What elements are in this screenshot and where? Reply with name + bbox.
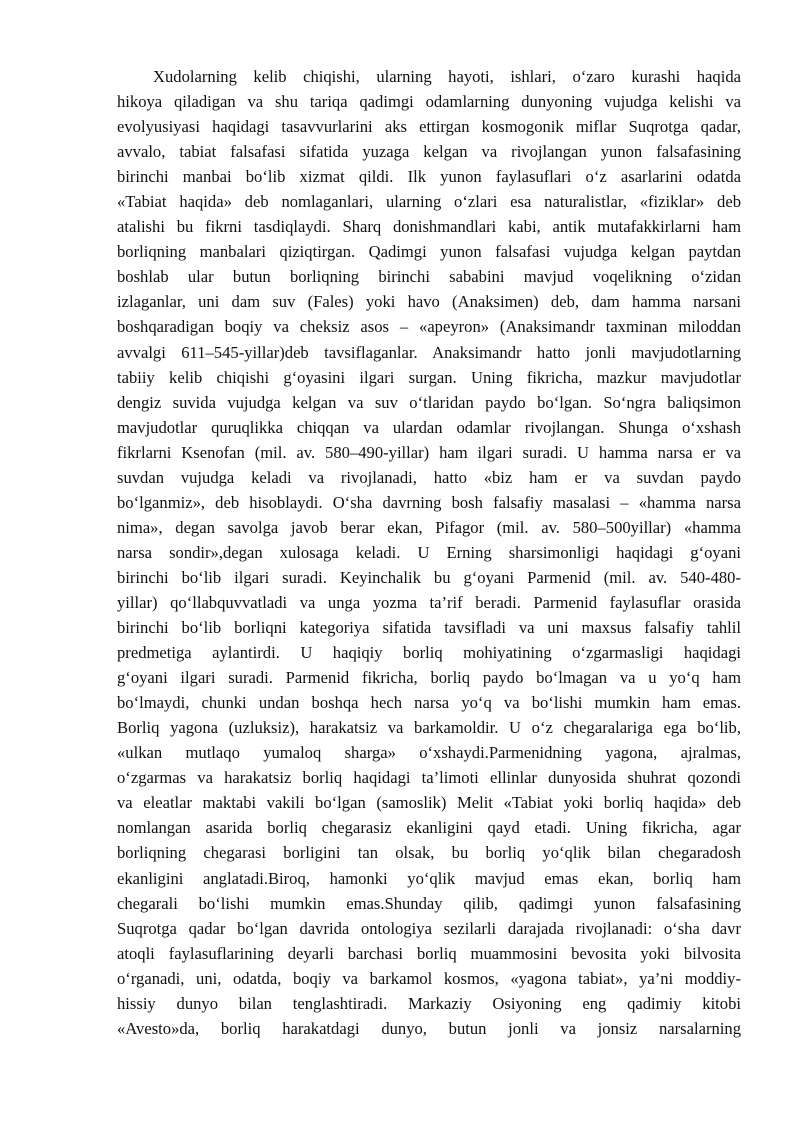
text-line: birinchi bo‘lib borliqni kategoriya sifatida tavsifladi va uni maxsus falsafiy tahlil: [117, 618, 741, 638]
text-line: mavjudotlar quruqlikka chiqqan va ulardan odamlar rivojlangan. Shunga o‘xshash: [117, 417, 741, 437]
text-line: «ulkan mutlaqo yumaloq sharga» o‘xshaydi.Parmenidning yagona, ajralmas,: [117, 743, 742, 763]
text-line: g‘oyani ilgari suradi. Parmenid fikricha, borliq paydo bo‘lmagan va u yo‘q ham: [117, 668, 741, 688]
text-line: chegarali bo‘lishi mumkin emas.Shunday qilib, qadimgi yunon falsafasining: [117, 893, 741, 913]
text-line: Xudolarning kelib chiqishi, ularning hayoti, ishlari, o‘zaro kurashi haqida: [153, 67, 741, 86]
text-line: borliqning manbalari qiziqtirgan. Qadimgi yunon falsafasi vujudga kelgan paytdan: [117, 242, 741, 262]
text-line: evolyusiyasi haqidagi tasavvurlarini aks ettirgan kosmogonik miflar Suqrotga qadar,: [117, 117, 741, 137]
text-line: suvdan vujudga keladi va rivojlanadi, hatto «biz ham er va suvdan paydo: [117, 467, 741, 487]
text-line: tabiiy kelib chiqishi g‘oyasini ilgari surgan. Uning fikricha, mazkur mavjudotlar: [117, 367, 741, 387]
text-line: boshqaradigan boqiy va cheksiz asos – «apeyron» (Anaksimandr taxminan miloddan: [117, 317, 741, 337]
text-line: «Tabiat haqida» deb nomlaganlari, ularning o‘zlari esa naturalistlar, «fiziklar» deb: [117, 192, 741, 212]
text-line: boshlab ular butun borliqning birinchi sababini mavjud voqelikning o‘zidan: [117, 267, 741, 287]
text-line: yillar) qo‘llabquvvatladi va unga yozma ta’rif beradi. Parmenid faylasuflar orasida: [117, 592, 741, 612]
text-line: birinchi bo‘lib ilgari suradi. Keyinchalik bu g‘oyani Parmenid (mil. av. 540-480-: [117, 567, 741, 587]
text-line: Suqrotga qadar bo‘lgan davrida ontologiya sezilarli darajada rivojlanadi: o‘sha davr: [117, 918, 741, 938]
text-line: va eleatlar maktabi vakili bo‘lgan (samoslik) Melit «Tabiat yoki borliq haqida» deb: [117, 793, 741, 813]
text-line: «Avesto»da, borliq harakatdagi dunyo, butun jonli va jonsiz narsalarning: [117, 1018, 741, 1038]
text-line: predmetiga aylantirdi. U haqiqiy borliq mohiyatining o‘zgarmasligi haqidagi: [117, 643, 741, 663]
text-line: atalishi bu fikrni tasdiqlaydi. Sharq donishmandlari kabi, antik mutafakkirlarni ham: [117, 217, 741, 237]
text-line: nima», degan savolga javob berar ekan, Pifagor (mil. av. 580–500yillar) «hamma: [117, 517, 742, 537]
text-line: fikrlarni Ksenofan (mil. av. 580–490-yillar) ham ilgari suradi. U hamma narsa er va: [117, 442, 741, 462]
text-line: dengiz suvida vujudga kelgan va suv o‘tlaridan paydo bo‘lgan. So‘ngra baliqsimon: [117, 392, 741, 412]
text-line: o‘zgarmas va harakatsiz borliq haqidagi ta’limoti ellinlar dunyosida shuhrat qozondi: [117, 768, 741, 788]
text-line: avvalo, tabiat falsafasi sifatida yuzaga kelgan va rivojlangan yunon falsafasining: [117, 142, 741, 162]
text-line: narsa sondir»,degan xulosaga keladi. U Erning sharsimonligi haqidagi g‘oyani: [117, 542, 741, 562]
text-line: avvalgi 611–545-yillar)deb tavsiflaganlar. Anaksimandr hatto jonli mavjudotlarning: [117, 342, 741, 362]
text-line: atoqli faylasuflarining deyarli barchasi borliq muammosini bevosita yoki bilvosita: [117, 943, 741, 963]
text-line: borliqning chegarasi borligini tan olsak, bu borliq yo‘qlik bilan chegaradosh: [117, 843, 741, 863]
text-line: hikoya qiladigan va shu tariqa qadimgi odamlarning dunyoning vujudga kelishi va: [117, 92, 741, 112]
text-line: o‘rganadi, uni, odatda, boqiy va barkamol kosmos, «yagona tabiat», ya’ni moddiy-: [117, 968, 741, 988]
text-line: birinchi manbai bo‘lib xizmat qildi. Ilk yunon faylasuflari o‘z asarlarini odatda: [117, 167, 741, 187]
text-line: ekanligini anglatadi.Biroq, hamonki yo‘qlik mavjud emas ekan, borliq ham: [117, 868, 741, 888]
text-line: hissiy dunyo bilan tenglashtiradi. Markaziy Osiyoning eng qadimiy kitobi: [117, 993, 741, 1013]
text-line: Borliq yagona (uzluksiz), harakatsiz va barkamoldir. U o‘z chegaralariga ega bo‘lib,: [117, 718, 741, 738]
text-line: bo‘lmaydi, chunki undan boshqa hech narsa yo‘q va bo‘lishi mumkin ham emas.: [117, 693, 741, 713]
body-paragraph: [117, 64, 741, 1041]
text-line: izlaganlar, uni dam suv (Fales) yoki havo (Anaksimen) deb, dam hamma narsani: [117, 292, 741, 312]
text-line: nomlangan asarida borliq chegarasiz ekanligini qayd etadi. Uning fikricha, agar: [117, 818, 741, 838]
text-line: bo‘lganmiz», deb hisoblaydi. O‘sha davrning bosh falsafiy masalasi – «hamma narsa: [117, 492, 741, 512]
